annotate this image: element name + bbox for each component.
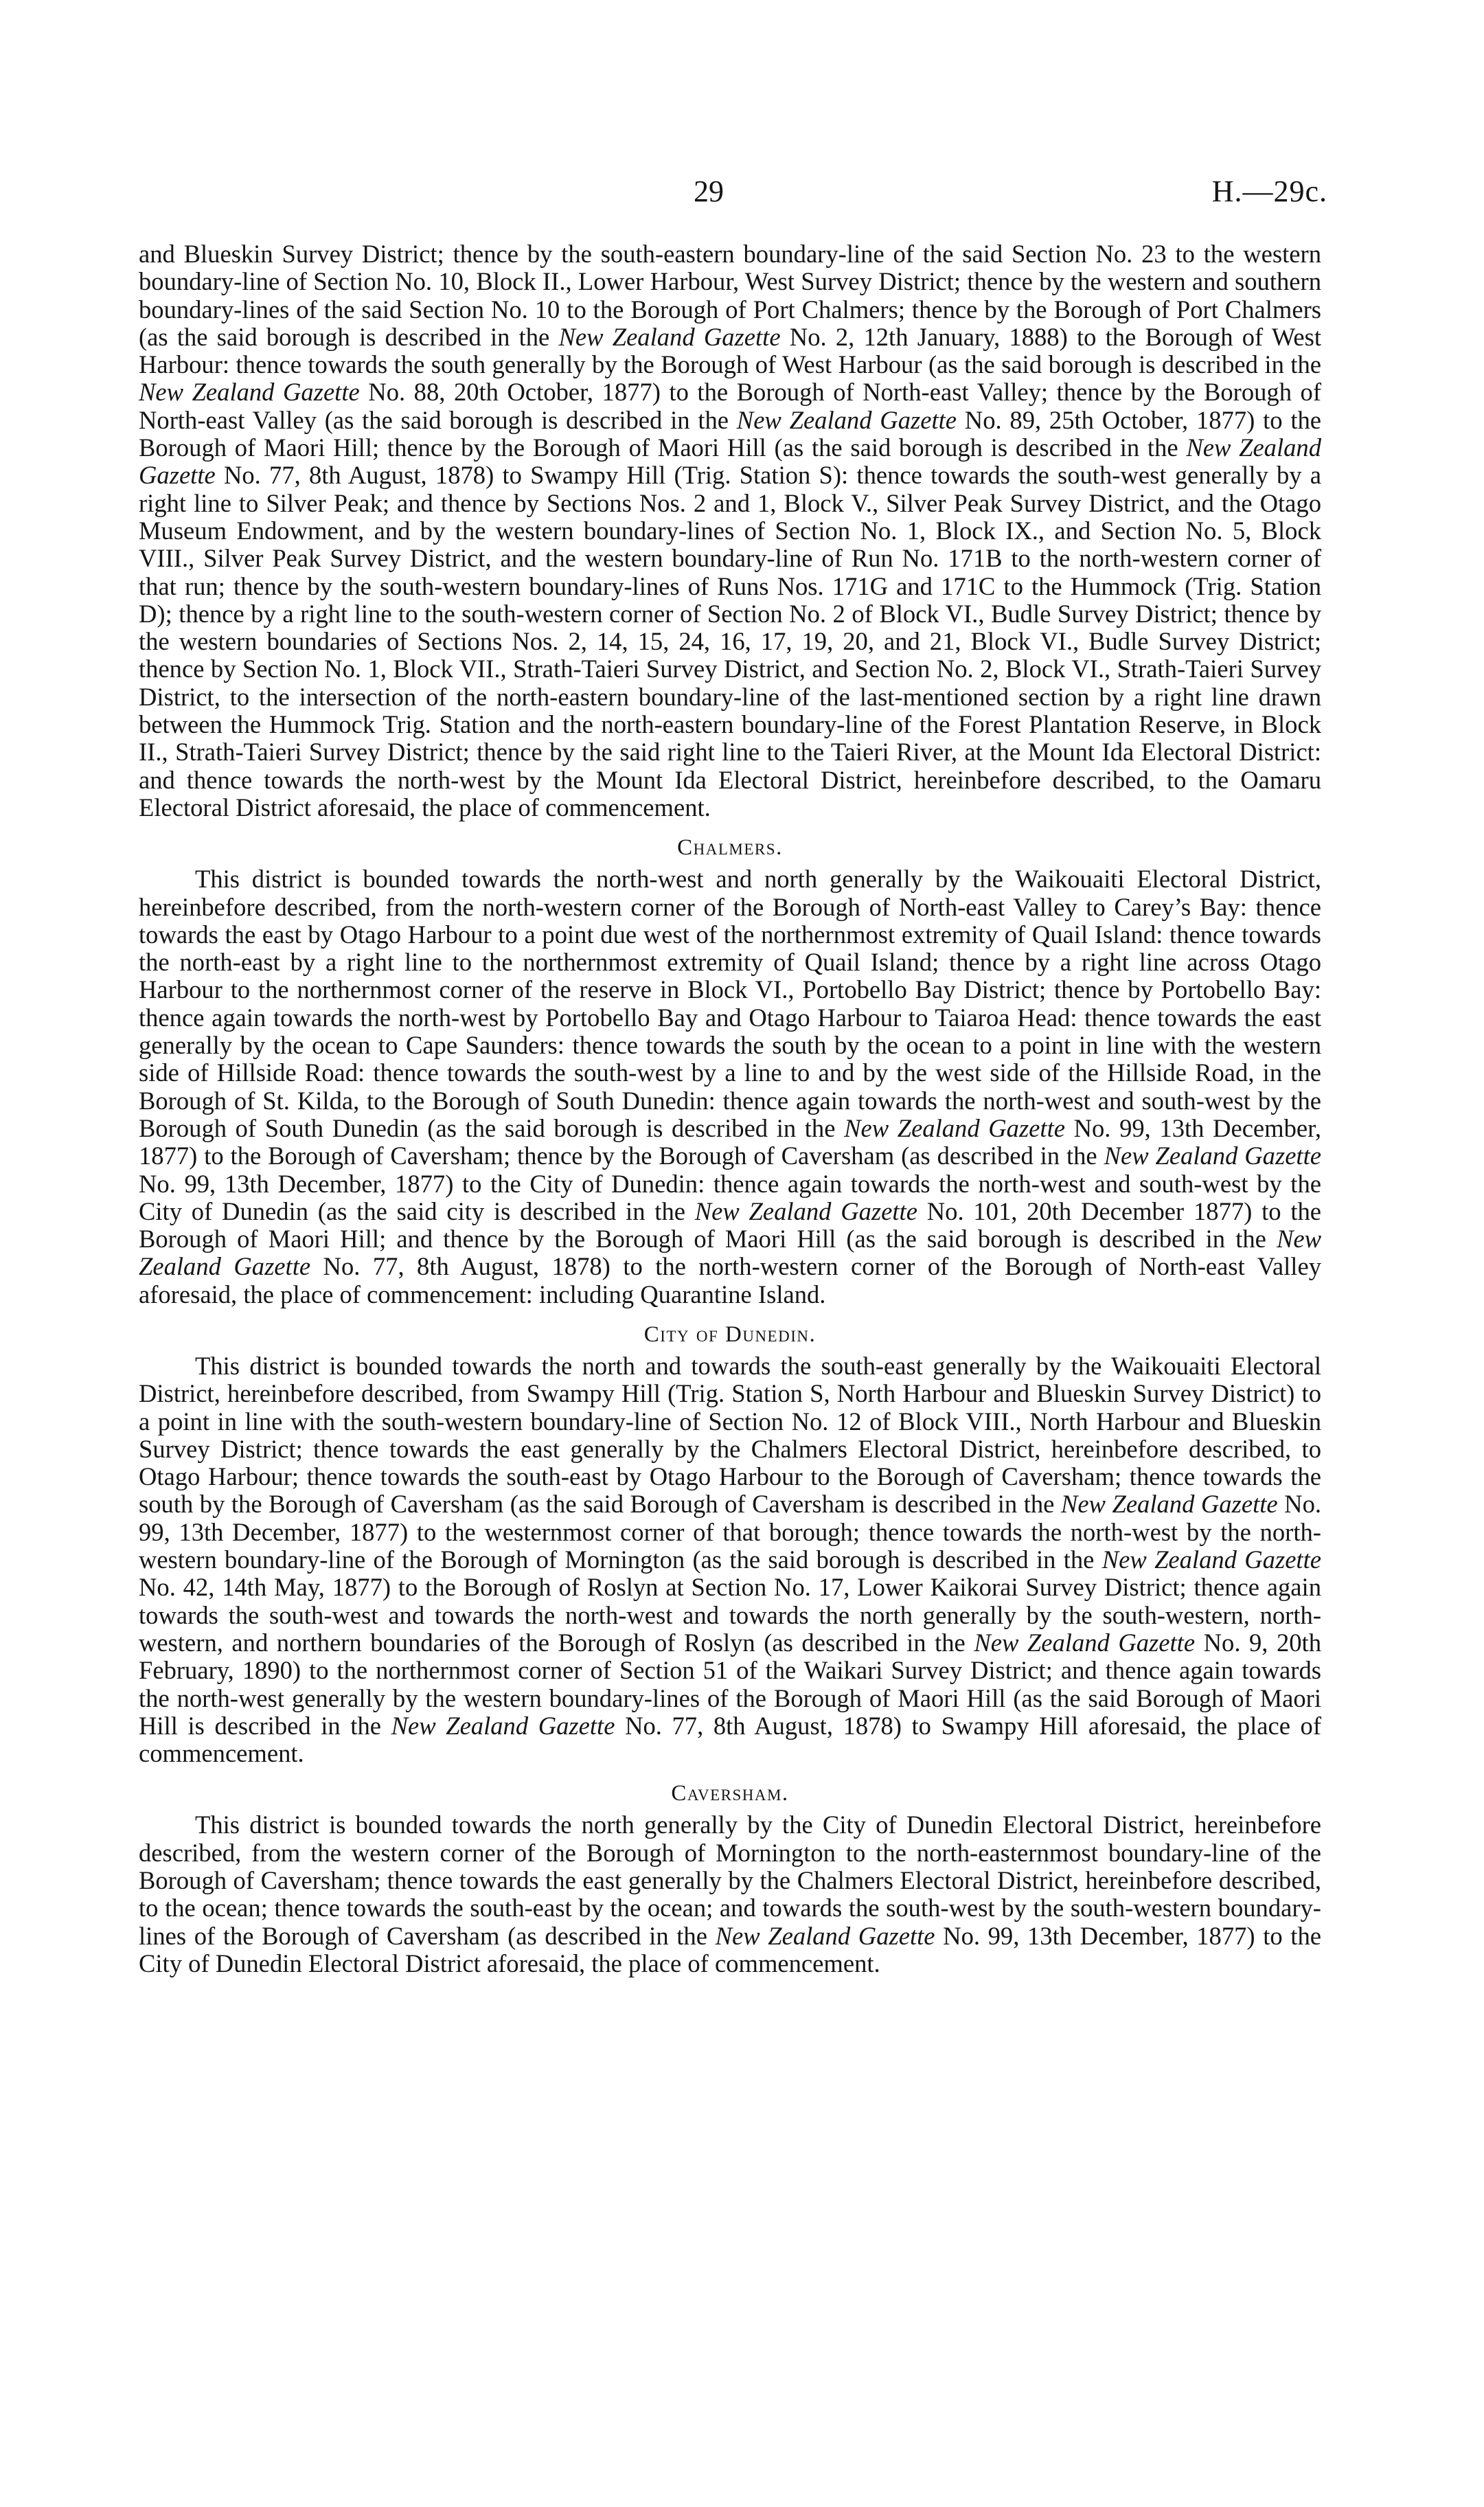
continuation-paragraph: and Blueskin Survey District; thence by the south-eastern boundary-line of the said Section No. 23 to the western boundary-line of Section No. 10, Block II., Lower Harbour, West Survey District; thence by the western and southern boundary-lines of the said Section No. 10 to the Borough of Port Chalmers; thence by the Borough of Port Chalmers (as the said borough is described in the New Zealand Gazette No. 2, 12th January, 1888) to the Borough of West Harbour: thence towards the south generally by the Borough of West Harbour (as the said borough is described in the New Zealand Gazette No. 88, 20th October, 1877) to the Borough of North-east Valley; thence by the Borough of North-east Valley (as the said borough is described in the New Zealand Gazette No. 89, 25th October, 1877) to the Borough of Maori Hill; thence by the Borough of Maori Hill (as the said borough is described in the New Zealand Gazette No. 77, 8th August, 1878) to Swampy Hill (Trig. Station S): thence towards the south-west generally by a right line to Silver Peak; and thence by Sections Nos. 2 and 1, Block V., Silver Peak Survey District, and the Otago Museum Endowment, and by the western boundary-lines of Section No. 1, Block IX., and Section No. 5, Block VIII., Silver Peak Survey District, and the western boundary-line of Run No. 171B to the north-western corner of that run; thence by the south-western boundary-lines of Runs Nos. 171G and 171C to the Hummock (Trig. Station D); thence by a right line to the south-western corner of Section No. 2 of Block VI., Budle Survey District; thence by the western boundaries of Sections Nos. 2, 14, 15, 24, 16, 17, 19, 20, and 21, Block VI., Budle Survey District; thence by Section No. 1, Block VII., Strath-Taieri Survey District, and Section No. 2, Block VI., Strath-Taieri Survey District, to the intersection of the north-eastern boundary-line of the last-mentioned section by a right line drawn between the Hummock Trig. Station and the north-eastern boundary-line of the Forest Plantation Reserve, in Block II., Strath-Taieri Survey District; thence by the said right line to the Taieri River, at the Mount Ida Electoral District: and thence towards the north-west by the Mount Ida Electoral District, hereinbefore described, to the Oamaru Electoral District aforesaid, the place of commencement. xyxy=(139,240,1322,821)
section-heading-chalmers: Chalmers. xyxy=(677,835,783,861)
document-code: H.—29c. xyxy=(1211,174,1327,208)
section-heading-city-of-dunedin: City of Dunedin. xyxy=(643,1321,817,1347)
caversham-paragraph: This district is bounded towards the north generally by the City of Dunedin Electoral District, hereinbefore described, from the western corner of the Borough of Mornington to the north-easternmost boundary-line of the Borough of Caversham; thence towards the east generally by the Chalmers Electoral District, hereinbefore described, to the ocean; thence towards the south-east by the ocean; and towards the south-west by the south-western boundary-lines of the Borough of Caversham (as described in the New Zealand Gazette No. 99, 13th December, 1877) to the City of Dunedin Electoral District aforesaid, the place of commencement. xyxy=(139,1811,1321,1977)
page-number: 29 xyxy=(694,174,724,208)
section-heading-caversham: Caversham. xyxy=(671,1781,789,1806)
city-of-dunedin-paragraph: This district is bounded towards the north and towards the south-east generally by the Waikouaiti Electoral District, hereinbefore described, from Swampy Hill (Trig. Station S, North Harbour and Blueskin Survey District) to a point in line with the south-western boundary-line of Section No. 12 of Block VIII., North Harbour and Blueskin Survey District; thence towards the east generally by the Chalmers Electoral District, hereinbefore described, to Otago Harbour; thence towards the south-east by Otago Harbour to the Borough of Caversham; thence towards the south by the Borough of Caversham (as the said Borough of Caversham is described in the New Zealand Gazette No. 99, 13th December, 1877) to the westernmost corner of that borough; thence towards the north-west by the north-western boundary-line of the Borough of Mornington (as the said borough is described in the New Zealand Gazette No. 42, 14th May, 1877) to the Borough of Roslyn at Section No. 17, Lower Kaikorai Survey District; thence again towards the south-west and towards the north-west and towards the north generally by the south-western, north-western, and northern boundaries of the Borough of Roslyn (as described in the New Zealand Gazette No. 9, 20th February, 1890) to the northernmost corner of Section 51 of the Waikari Survey District; and thence again towards the north-west generally by the western boundary-lines of the Borough of Maori Hill (as the said Borough of Maori Hill is described in the New Zealand Gazette No. 77, 8th August, 1878) to Swampy Hill aforesaid, the place of commencement. xyxy=(139,1351,1322,1768)
document-body xyxy=(139,240,1321,1977)
chalmers-paragraph: This district is bounded towards the north-west and north generally by the Waikouaiti Electoral District, hereinbefore described, from the north-western corner of the Borough of North-east Valley to Carey’s Bay: thence towards the east by Otago Harbour to a point due west of the northernmost extremity of Quail Island: thence towards the north-east by a right line to the northernmost extremity of Quail Island; thence by a right line across Otago Harbour to the northernmost corner of the reserve in Block VI., Portobello Bay District; thence by Portobello Bay: thence again towards the north-west by Portobello Bay and Otago Harbour to Taiaroa Head: thence towards the east generally by the ocean to Cape Saunders: thence towards the south by the ocean to a point in line with the western side of Hillside Road: thence towards the south-west by a line to and by the west side of the Hillside Road, in the Borough of St. Kilda, to the Borough of South Dunedin: thence again towards the north-west and south-west by the Borough of South Dunedin (as the said borough is described in the New Zealand Gazette No. 99, 13th December, 1877) to the Borough of Caversham; thence by the Borough of Caversham (as described in the New Zealand Gazette No. 99, 13th December, 1877) to the City of Dunedin: thence again towards the north-west and south-west by the City of Dunedin (as the said city is described in the New Zealand Gazette No. 101, 20th December 1877) to the Borough of Maori Hill; and thence by the Borough of Maori Hill (as the said borough is described in the New Zealand Gazette No. 77, 8th August, 1878) to the north-western corner of the Borough of North-east Valley aforesaid, the place of commencement: including Quarantine Island. xyxy=(139,865,1322,1308)
